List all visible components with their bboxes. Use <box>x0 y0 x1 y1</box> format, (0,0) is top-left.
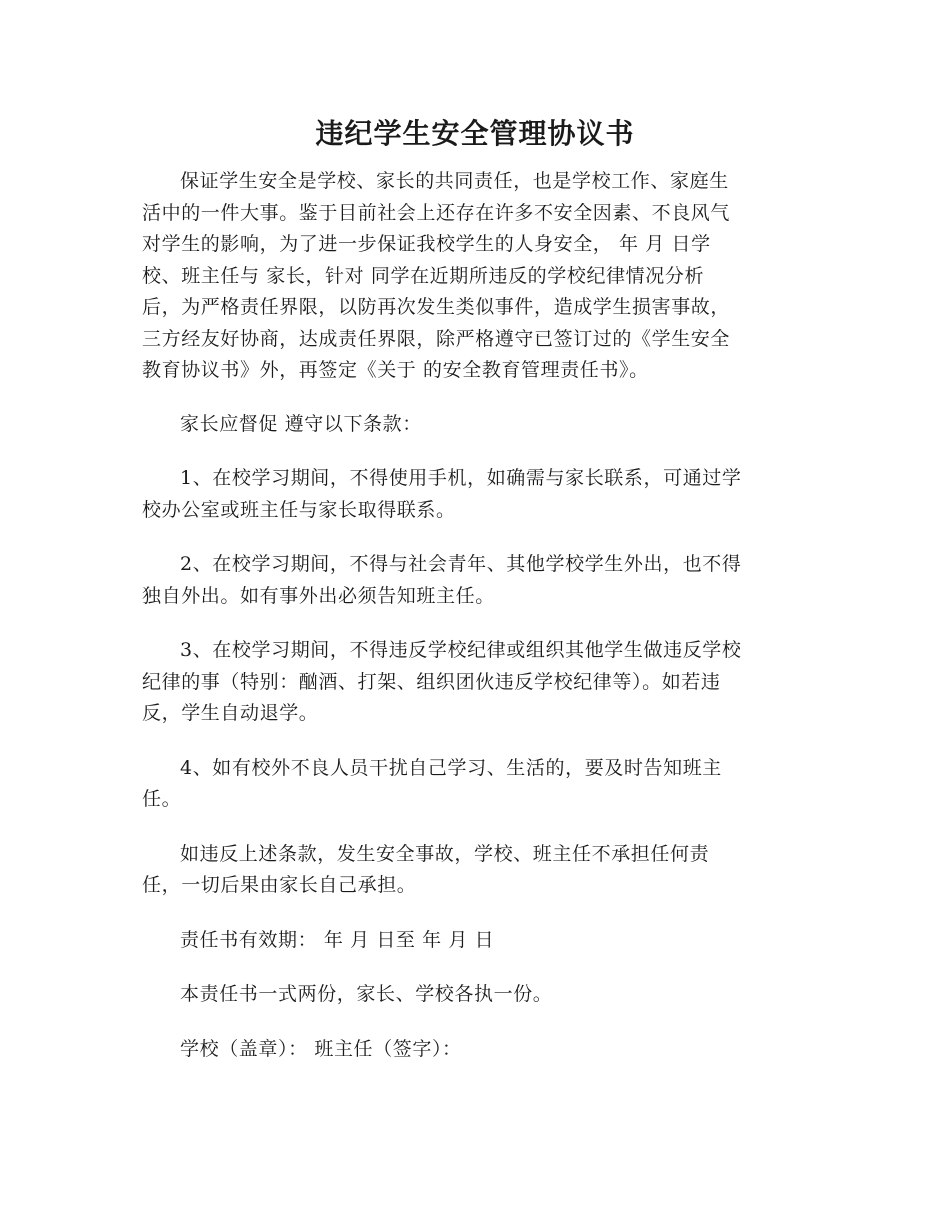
clause-line: 校办公室或班主任与家长取得联系。 <box>142 498 456 521</box>
intro-line: 校、班主任与 家长，针对 同学在近期所违反的学校纪律情况分析 <box>142 264 705 287</box>
signature-paragraph: 学校（盖章）： 班主任（签字）： <box>180 1037 462 1060</box>
liability-line: 如违反上述条款，发生安全事故，学校、班主任不承担任何责 <box>180 842 710 865</box>
intro-line: 教育协议书》外，再签定《关于 的安全教育管理责任书》。 <box>142 359 649 381</box>
clause-line: 3、在校学习期间，不得违反学校纪律或组织其他学生做违反学校 <box>180 639 742 661</box>
intro-line: 三方经友好协商，达成责任界限，除严格遵守已签订过的《学生安全 <box>142 327 731 350</box>
lead-in-paragraph: 家长应督促 遵守以下条款： <box>180 412 422 435</box>
document-body <box>142 166 812 1065</box>
clause-3 <box>142 635 812 730</box>
clause-4 <box>142 753 812 816</box>
clause-line: 1、在校学习期间，不得使用手机，如确需与家长联系，可通过学 <box>180 467 742 489</box>
intro-line: 保证学生安全是学校、家长的共同责任，也是学校工作、家庭生 <box>180 170 729 192</box>
clause-line: 反，学生自动退学。 <box>142 702 319 724</box>
clause-line: 4、如有校外不良人员干扰自己学习、生活的，要及时告知班主 <box>180 756 722 779</box>
intro-line: 活中的一件大事。鉴于目前社会上还存在许多不安全因素、不良风气 <box>142 201 731 224</box>
clause-2 <box>142 549 812 612</box>
intro-line: 后，为严格责任界限，以防再次发生类似事件，造成学生损害事故， <box>142 296 731 318</box>
copies-paragraph: 本责任书一式两份，家长、学校各执一份。 <box>180 983 553 1005</box>
clause-line: 任。 <box>142 788 182 810</box>
intro-paragraph <box>142 166 812 387</box>
intro-line: 对学生的影响，为了进一步保证我校学生的人身安全， 年 月 日学 <box>142 233 711 255</box>
clause-line: 2、在校学习期间，不得与社会青年、其他学校学生外出，也不得 <box>180 553 742 575</box>
liability-paragraph <box>142 839 812 902</box>
clause-line: 纪律的事（特别：酗酒、打架、组织团伙违反学校纪律等）。如若违 <box>142 670 721 693</box>
clause-line: 独自外出。如有事外出必须告知班主任。 <box>142 584 495 607</box>
liability-line: 任，一切后果由家长自己承担。 <box>142 874 417 896</box>
validity-paragraph: 责任书有效期： 年 月 日至 年 月 日 <box>180 928 495 951</box>
document-title: 违纪学生安全管理协议书 <box>315 117 635 150</box>
clause-1 <box>142 463 812 526</box>
